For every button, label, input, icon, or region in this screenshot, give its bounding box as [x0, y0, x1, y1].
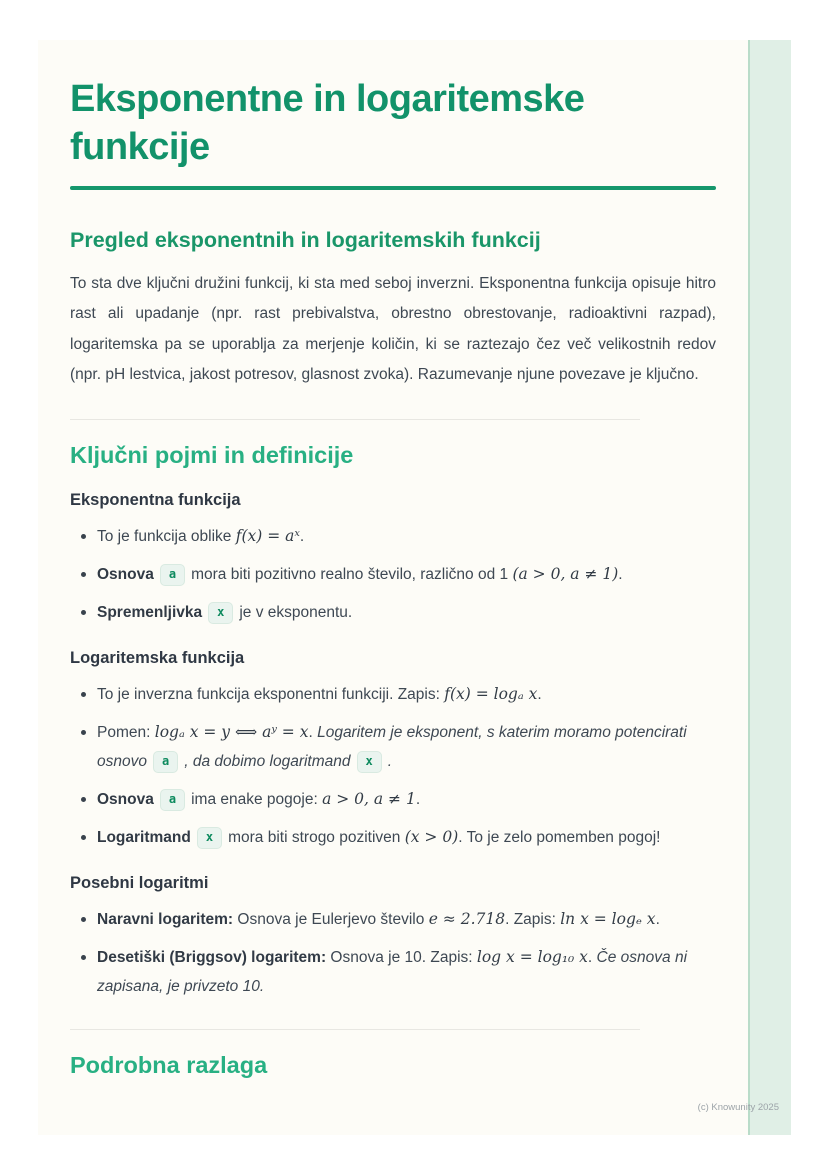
bullet-list: [70, 680, 716, 852]
italic-text: Logaritem je eksponent, s katerim moramo potencirati osnovo: [97, 723, 687, 770]
text-run: To je funkcija oblike: [97, 527, 236, 545]
inline-code-badge: x: [197, 827, 222, 849]
bold-text: Spremenljivka: [97, 603, 203, 621]
text-run: .: [537, 685, 542, 703]
inline-code-badge: a: [153, 751, 178, 773]
bullet-item: [97, 905, 716, 934]
text-run: . Zapis:: [505, 910, 561, 928]
bullet-item: [97, 718, 716, 776]
bullet-item: [97, 823, 716, 852]
bullet-item: [97, 598, 716, 627]
bullet-list: [70, 522, 716, 627]
text-run: mora biti strogo pozitiven: [228, 828, 405, 846]
italic-text: , da dobimo logaritmand: [184, 752, 351, 770]
copyright-footer: (c) Knowunity 2025: [697, 1102, 779, 1113]
text-run: To sta dve ključni družini funkcij, ki sta med seboj inverzni. Eksponentna funkcija opisuje hitro rast ali upadanje (npr. rast prebivalstva, obrestno obrestovanje, radioaktivni razpad), logaritemska pa se uporablja za merjenje količin, ki se raztezajo čez več velikostnih redov (npr. pH lestvica, jakost potresov, glasnost zvoka). Razumevanje njune povezave je ključno.: [70, 274, 716, 384]
text-run: To je inverzna funkcija eksponentni funkciji. Zapis:: [97, 685, 445, 703]
section-divider: [70, 419, 640, 420]
bold-text: Desetiški (Briggsov) logaritem:: [97, 948, 327, 966]
math-inline: (a > 0, a ≠ 1): [512, 564, 619, 583]
section-heading: Pregled eksponentnih in logaritemskih funkcij: [70, 227, 541, 252]
bullet-item: [97, 785, 716, 814]
bold-text: Osnova: [97, 565, 154, 583]
section: [70, 1052, 716, 1079]
italic-text: Če osnova ni zapisana, je privzeto 10.: [97, 948, 688, 995]
math-inline: f(x) = logₐ x: [444, 684, 538, 703]
page-title: Eksponentne in logaritemske funkcije: [70, 78, 585, 168]
text-run: . To je zelo pomemben pogoj!: [458, 828, 661, 846]
text-run: je v eksponentu.: [239, 603, 353, 621]
section: [70, 442, 716, 1001]
math-inline: a > 0, a ≠ 1: [322, 789, 416, 808]
text-run: ima enake pogoje:: [191, 790, 323, 808]
math-inline: log x = log₁₀ x: [476, 947, 588, 966]
bullet-item: [97, 943, 716, 1001]
inline-code-badge: x: [208, 602, 233, 624]
subsection-heading: Logaritemska funkcija: [70, 648, 245, 667]
bullet-list: [70, 905, 716, 1001]
inline-code-badge: a: [160, 789, 185, 811]
document-page: [38, 40, 791, 1135]
text-run: .: [618, 565, 623, 583]
text-run: .: [299, 527, 305, 545]
page-content: [38, 76, 791, 1079]
bullet-item: [97, 560, 716, 589]
section-heading: Podrobna razlaga: [70, 1051, 268, 1078]
math-inline: f(x) = aˣ: [235, 526, 300, 545]
inline-code-badge: a: [160, 564, 185, 586]
section-heading: Ključni pojmi in definicije: [70, 441, 354, 468]
title-rule: [70, 186, 716, 190]
paragraph: [70, 269, 716, 391]
text-run: Osnova je Eulerjevo število: [233, 910, 429, 928]
text-run: Pomen:: [97, 723, 155, 741]
math-inline: (x > 0): [404, 827, 459, 846]
inline-code-badge: x: [357, 751, 382, 773]
text-run: Osnova je 10. Zapis:: [326, 948, 477, 966]
right-accent-stripe: [748, 40, 791, 1135]
text-run: .: [587, 948, 597, 966]
math-inline: e ≈ 2.718: [428, 909, 506, 928]
text-run: mora biti pozitivno realno število, različno od 1: [191, 565, 513, 583]
text-run: .: [655, 910, 660, 928]
bold-text: Logaritmand: [97, 828, 191, 846]
math-inline: ln x = logₑ x: [560, 909, 656, 928]
section-divider: [70, 1029, 640, 1030]
bullet-item: [97, 522, 716, 551]
bold-text: Osnova: [97, 790, 154, 808]
sections: [70, 228, 716, 1079]
section: [70, 228, 716, 391]
text-run: .: [308, 723, 318, 741]
bullet-item: [97, 680, 716, 709]
italic-text: .: [387, 752, 393, 770]
math-inline: logₐ x = y ⟺ aʸ = x: [154, 722, 309, 741]
bold-text: Naravni logaritem:: [97, 910, 234, 928]
subsection-heading: Posebni logaritmi: [70, 873, 209, 892]
subsection-heading: Eksponentna funkcija: [70, 490, 241, 509]
text-run: .: [415, 790, 421, 808]
